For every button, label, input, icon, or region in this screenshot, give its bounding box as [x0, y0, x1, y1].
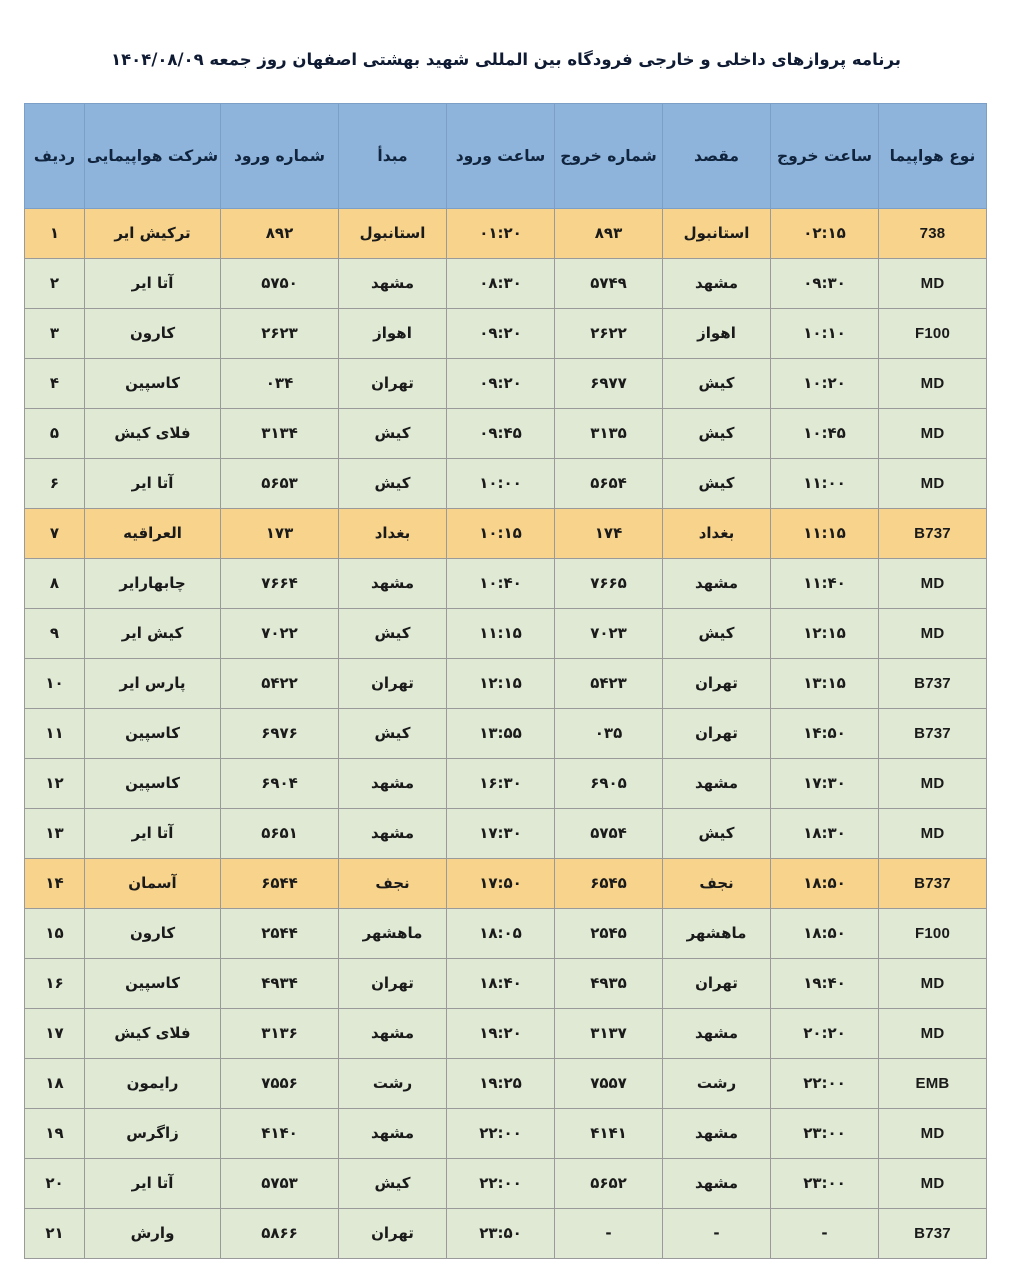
- cell-airline: کاسپین: [85, 358, 221, 408]
- cell-aircraft-type: B737: [879, 658, 987, 708]
- cell-departure-time: ۲۳:۰۰: [771, 1158, 879, 1208]
- cell-departure-number: ۶۵۴۵: [555, 858, 663, 908]
- table-row: [25, 908, 987, 958]
- cell-departure-time: ۱۰:۲۰: [771, 358, 879, 408]
- cell-arrival-time: ۱۶:۳۰: [447, 758, 555, 808]
- cell-origin: مشهد: [339, 258, 447, 308]
- cell-airline: آتا ایر: [85, 808, 221, 858]
- cell-row-index: ۱۲: [25, 758, 85, 808]
- table-row: [25, 1058, 987, 1108]
- page-title: برنامه پروازهای داخلی و خارجی فرودگاه بین المللی شهید بهشتی اصفهان روز جمعه ۱۴۰۴/۰۸/۰۹: [111, 50, 901, 69]
- flight-schedule-table: [24, 103, 987, 1259]
- cell-airline: العراقیه: [85, 508, 221, 558]
- cell-aircraft-type: EMB: [879, 1058, 987, 1108]
- cell-airline: کیش ایر: [85, 608, 221, 658]
- cell-origin: مشهد: [339, 1108, 447, 1158]
- table-row: [25, 358, 987, 408]
- table-row: [25, 308, 987, 358]
- cell-departure-number: ۵۷۴۹: [555, 258, 663, 308]
- cell-airline: وارش: [85, 1208, 221, 1258]
- cell-aircraft-type: MD: [879, 558, 987, 608]
- cell-destination: -: [663, 1208, 771, 1258]
- cell-arrival-number: ۰۳۴: [221, 358, 339, 408]
- table-row: [25, 1158, 987, 1208]
- cell-aircraft-type: MD: [879, 1008, 987, 1058]
- cell-departure-time: ۱۷:۳۰: [771, 758, 879, 808]
- cell-origin: نجف: [339, 858, 447, 908]
- cell-airline: آتا ایر: [85, 458, 221, 508]
- cell-aircraft-type: B737: [879, 1208, 987, 1258]
- cell-departure-number: ۳۱۳۵: [555, 408, 663, 458]
- cell-arrival-number: ۳۱۳۴: [221, 408, 339, 458]
- cell-arrival-number: ۸۹۲: [221, 208, 339, 258]
- cell-row-index: ۸: [25, 558, 85, 608]
- cell-airline: آسمان: [85, 858, 221, 908]
- table-row: [25, 1108, 987, 1158]
- table-header-row: [25, 103, 987, 208]
- cell-departure-time: ۱۰:۴۵: [771, 408, 879, 458]
- column-header-arrival-number: شماره ورود: [221, 103, 339, 208]
- cell-departure-number: ۷۶۶۵: [555, 558, 663, 608]
- cell-departure-time: ۲۲:۰۰: [771, 1058, 879, 1108]
- cell-arrival-time: ۱۸:۰۵: [447, 908, 555, 958]
- cell-origin: تهران: [339, 958, 447, 1008]
- cell-origin: استانبول: [339, 208, 447, 258]
- cell-aircraft-type: B737: [879, 858, 987, 908]
- cell-arrival-time: ۰۱:۲۰: [447, 208, 555, 258]
- cell-arrival-time: ۱۸:۴۰: [447, 958, 555, 1008]
- cell-aircraft-type: MD: [879, 1108, 987, 1158]
- cell-departure-time: ۰۹:۳۰: [771, 258, 879, 308]
- cell-destination: مشهد: [663, 258, 771, 308]
- cell-destination: استانبول: [663, 208, 771, 258]
- cell-arrival-time: ۲۲:۰۰: [447, 1158, 555, 1208]
- cell-row-index: ۶: [25, 458, 85, 508]
- cell-arrival-number: ۶۹۰۴: [221, 758, 339, 808]
- cell-row-index: ۱۸: [25, 1058, 85, 1108]
- cell-airline: رایمون: [85, 1058, 221, 1108]
- cell-origin: کیش: [339, 608, 447, 658]
- cell-arrival-time: ۱۰:۴۰: [447, 558, 555, 608]
- column-header-row-index: ردیف: [25, 103, 85, 208]
- cell-arrival-number: ۲۶۲۳: [221, 308, 339, 358]
- cell-airline: زاگرس: [85, 1108, 221, 1158]
- table-header: [25, 103, 987, 208]
- cell-origin: تهران: [339, 1208, 447, 1258]
- cell-origin: اهواز: [339, 308, 447, 358]
- column-header-aircraft-type: نوع هواپیما: [879, 103, 987, 208]
- cell-origin: کیش: [339, 1158, 447, 1208]
- cell-aircraft-type: MD: [879, 1158, 987, 1208]
- table-row: [25, 658, 987, 708]
- cell-airline: فلای کیش: [85, 408, 221, 458]
- cell-row-index: ۱: [25, 208, 85, 258]
- cell-arrival-time: ۱۱:۱۵: [447, 608, 555, 658]
- cell-destination: مشهد: [663, 1108, 771, 1158]
- cell-origin: کیش: [339, 708, 447, 758]
- cell-aircraft-type: B737: [879, 708, 987, 758]
- cell-departure-time: ۱۸:۵۰: [771, 908, 879, 958]
- cell-departure-time: ۱۰:۱۰: [771, 308, 879, 358]
- cell-departure-number: ۷۵۵۷: [555, 1058, 663, 1108]
- cell-row-index: ۱۵: [25, 908, 85, 958]
- cell-destination: کیش: [663, 458, 771, 508]
- cell-destination: کیش: [663, 358, 771, 408]
- cell-origin: رشت: [339, 1058, 447, 1108]
- cell-arrival-time: ۱۰:۰۰: [447, 458, 555, 508]
- column-header-departure-time: ساعت خروج: [771, 103, 879, 208]
- cell-arrival-number: ۴۱۴۰: [221, 1108, 339, 1158]
- cell-row-index: ۷: [25, 508, 85, 558]
- cell-row-index: ۱۹: [25, 1108, 85, 1158]
- table-row: [25, 508, 987, 558]
- table-row: [25, 808, 987, 858]
- cell-airline: پارس ایر: [85, 658, 221, 708]
- cell-arrival-time: ۱۳:۵۵: [447, 708, 555, 758]
- cell-departure-time: ۱۱:۱۵: [771, 508, 879, 558]
- cell-arrival-time: ۱۷:۵۰: [447, 858, 555, 908]
- cell-departure-number: ۴۱۴۱: [555, 1108, 663, 1158]
- table-row: [25, 408, 987, 458]
- cell-airline: فلای کیش: [85, 1008, 221, 1058]
- cell-departure-number: -: [555, 1208, 663, 1258]
- cell-origin: مشهد: [339, 758, 447, 808]
- cell-arrival-time: ۱۷:۳۰: [447, 808, 555, 858]
- cell-aircraft-type: B737: [879, 508, 987, 558]
- cell-row-index: ۱۴: [25, 858, 85, 908]
- cell-aircraft-type: MD: [879, 458, 987, 508]
- cell-departure-time: ۰۲:۱۵: [771, 208, 879, 258]
- table-row: [25, 958, 987, 1008]
- cell-arrival-number: ۵۶۵۱: [221, 808, 339, 858]
- cell-arrival-number: ۶۵۴۴: [221, 858, 339, 908]
- cell-aircraft-type: F100: [879, 908, 987, 958]
- cell-arrival-number: ۱۷۳: [221, 508, 339, 558]
- cell-origin: بغداد: [339, 508, 447, 558]
- cell-origin: تهران: [339, 358, 447, 408]
- cell-arrival-number: ۵۴۲۲: [221, 658, 339, 708]
- cell-aircraft-type: MD: [879, 608, 987, 658]
- cell-arrival-time: ۱۹:۲۰: [447, 1008, 555, 1058]
- cell-airline: کاسپین: [85, 958, 221, 1008]
- cell-departure-number: ۶۹۰۵: [555, 758, 663, 808]
- cell-arrival-number: ۵۶۵۳: [221, 458, 339, 508]
- cell-departure-number: ۲۶۲۲: [555, 308, 663, 358]
- cell-departure-time: ۱۱:۰۰: [771, 458, 879, 508]
- cell-airline: کاسپین: [85, 758, 221, 808]
- cell-origin: ماهشهر: [339, 908, 447, 958]
- table-row: [25, 1008, 987, 1058]
- cell-origin: مشهد: [339, 808, 447, 858]
- cell-aircraft-type: MD: [879, 758, 987, 808]
- cell-destination: تهران: [663, 658, 771, 708]
- cell-arrival-time: ۰۹:۲۰: [447, 358, 555, 408]
- cell-departure-number: ۵۶۵۲: [555, 1158, 663, 1208]
- cell-aircraft-type: MD: [879, 808, 987, 858]
- cell-arrival-time: ۱۲:۱۵: [447, 658, 555, 708]
- cell-aircraft-type: MD: [879, 958, 987, 1008]
- cell-arrival-time: ۱۹:۲۵: [447, 1058, 555, 1108]
- table-body: [25, 208, 987, 1258]
- cell-destination: تهران: [663, 708, 771, 758]
- cell-row-index: ۱۷: [25, 1008, 85, 1058]
- cell-departure-number: ۸۹۳: [555, 208, 663, 258]
- table-row: [25, 208, 987, 258]
- column-header-destination: مقصد: [663, 103, 771, 208]
- cell-airline: کاسپین: [85, 708, 221, 758]
- cell-row-index: ۱۳: [25, 808, 85, 858]
- cell-arrival-number: ۴۹۳۴: [221, 958, 339, 1008]
- cell-airline: آتا ایر: [85, 258, 221, 308]
- cell-departure-number: ۵۷۵۴: [555, 808, 663, 858]
- cell-departure-time: ۲۰:۲۰: [771, 1008, 879, 1058]
- cell-arrival-time: ۱۰:۱۵: [447, 508, 555, 558]
- cell-airline: آتا ایر: [85, 1158, 221, 1208]
- cell-destination: مشهد: [663, 1008, 771, 1058]
- cell-row-index: ۳: [25, 308, 85, 358]
- cell-destination: مشهد: [663, 1158, 771, 1208]
- cell-row-index: ۵: [25, 408, 85, 458]
- cell-arrival-number: ۳۱۳۶: [221, 1008, 339, 1058]
- cell-arrival-number: ۵۸۶۶: [221, 1208, 339, 1258]
- cell-destination: رشت: [663, 1058, 771, 1108]
- cell-airline: کارون: [85, 308, 221, 358]
- table-row: [25, 608, 987, 658]
- cell-destination: اهواز: [663, 308, 771, 358]
- cell-aircraft-type: 738: [879, 208, 987, 258]
- flight-table-container: [0, 73, 1012, 1259]
- cell-airline: چابهارایر: [85, 558, 221, 608]
- table-row: [25, 1208, 987, 1258]
- table-row: [25, 558, 987, 608]
- cell-destination: ماهشهر: [663, 908, 771, 958]
- cell-arrival-number: ۲۵۴۴: [221, 908, 339, 958]
- table-row: [25, 758, 987, 808]
- cell-departure-time: ۱۳:۱۵: [771, 658, 879, 708]
- cell-departure-number: ۷۰۲۳: [555, 608, 663, 658]
- cell-airline: کارون: [85, 908, 221, 958]
- cell-origin: کیش: [339, 408, 447, 458]
- column-header-arrival-time: ساعت ورود: [447, 103, 555, 208]
- cell-row-index: ۴: [25, 358, 85, 408]
- cell-destination: کیش: [663, 608, 771, 658]
- column-header-origin: مبدأ: [339, 103, 447, 208]
- cell-row-index: ۲۰: [25, 1158, 85, 1208]
- cell-arrival-time: ۲۲:۰۰: [447, 1108, 555, 1158]
- table-row: [25, 258, 987, 308]
- cell-arrival-number: ۵۷۵۳: [221, 1158, 339, 1208]
- cell-departure-number: ۵۴۲۳: [555, 658, 663, 708]
- cell-row-index: ۲: [25, 258, 85, 308]
- cell-departure-number: ۶۹۷۷: [555, 358, 663, 408]
- cell-origin: کیش: [339, 458, 447, 508]
- table-row: [25, 858, 987, 908]
- cell-destination: مشهد: [663, 758, 771, 808]
- cell-row-index: ۲۱: [25, 1208, 85, 1258]
- cell-departure-time: ۲۳:۰۰: [771, 1108, 879, 1158]
- cell-departure-time: ۱۸:۵۰: [771, 858, 879, 908]
- cell-destination: تهران: [663, 958, 771, 1008]
- cell-arrival-time: ۰۹:۲۰: [447, 308, 555, 358]
- cell-arrival-number: ۵۷۵۰: [221, 258, 339, 308]
- column-header-airline: شرکت هواپیمایی: [85, 103, 221, 208]
- cell-row-index: ۱۶: [25, 958, 85, 1008]
- cell-arrival-number: ۷۵۵۶: [221, 1058, 339, 1108]
- cell-arrival-number: ۶۹۷۶: [221, 708, 339, 758]
- cell-destination: بغداد: [663, 508, 771, 558]
- cell-destination: نجف: [663, 858, 771, 908]
- cell-row-index: ۹: [25, 608, 85, 658]
- cell-departure-number: ۵۶۵۴: [555, 458, 663, 508]
- cell-departure-time: ۱۹:۴۰: [771, 958, 879, 1008]
- column-header-departure-number: شماره خروج: [555, 103, 663, 208]
- cell-departure-time: ۱۱:۴۰: [771, 558, 879, 608]
- cell-row-index: ۱۱: [25, 708, 85, 758]
- cell-departure-time: ۱۴:۵۰: [771, 708, 879, 758]
- cell-departure-time: ۱۸:۳۰: [771, 808, 879, 858]
- cell-destination: کیش: [663, 408, 771, 458]
- cell-aircraft-type: MD: [879, 408, 987, 458]
- cell-airline: ترکیش ایر: [85, 208, 221, 258]
- cell-departure-number: ۰۳۵: [555, 708, 663, 758]
- cell-arrival-time: ۲۳:۵۰: [447, 1208, 555, 1258]
- cell-aircraft-type: F100: [879, 308, 987, 358]
- cell-row-index: ۱۰: [25, 658, 85, 708]
- cell-departure-time: -: [771, 1208, 879, 1258]
- table-row: [25, 458, 987, 508]
- cell-departure-time: ۱۲:۱۵: [771, 608, 879, 658]
- cell-arrival-number: ۷۰۲۲: [221, 608, 339, 658]
- cell-destination: کیش: [663, 808, 771, 858]
- cell-arrival-time: ۰۸:۳۰: [447, 258, 555, 308]
- cell-aircraft-type: MD: [879, 358, 987, 408]
- cell-departure-number: ۴۹۳۵: [555, 958, 663, 1008]
- cell-origin: مشهد: [339, 558, 447, 608]
- cell-origin: مشهد: [339, 1008, 447, 1058]
- cell-departure-number: ۳۱۳۷: [555, 1008, 663, 1058]
- cell-arrival-number: ۷۶۶۴: [221, 558, 339, 608]
- cell-departure-number: ۲۵۴۵: [555, 908, 663, 958]
- cell-aircraft-type: MD: [879, 258, 987, 308]
- cell-origin: تهران: [339, 658, 447, 708]
- cell-departure-number: ۱۷۴: [555, 508, 663, 558]
- cell-destination: مشهد: [663, 558, 771, 608]
- table-row: [25, 708, 987, 758]
- cell-arrival-time: ۰۹:۴۵: [447, 408, 555, 458]
